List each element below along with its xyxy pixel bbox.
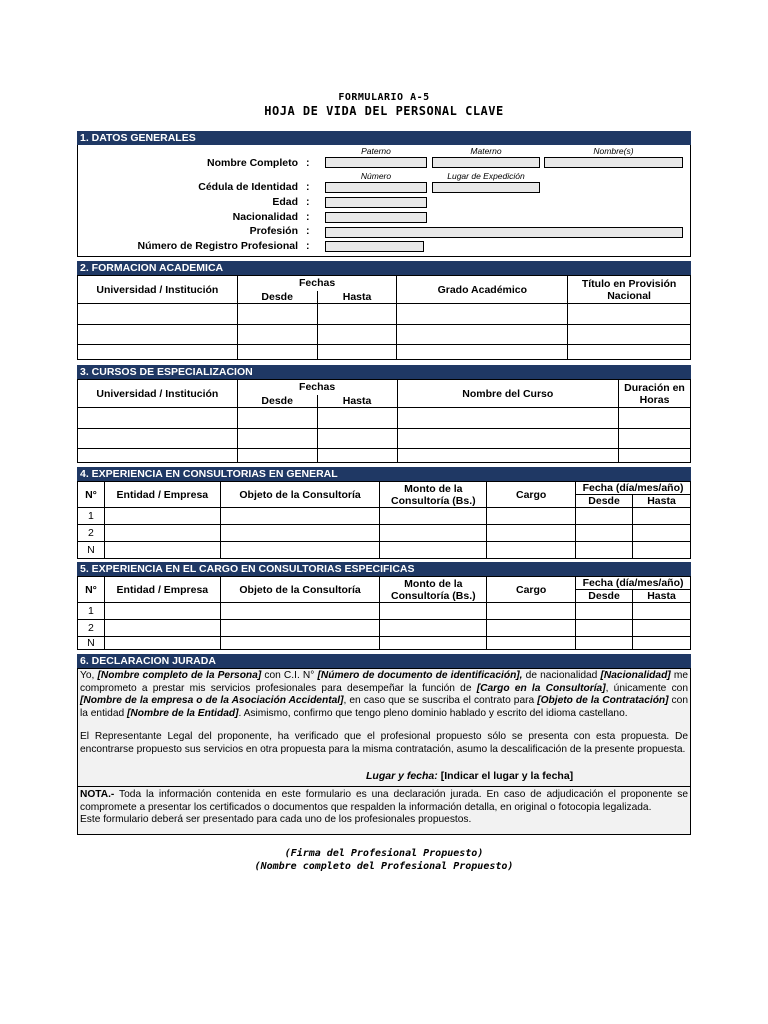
row-number: 2: [78, 620, 105, 637]
col-fecha: Fecha (día/mes/año): [576, 577, 691, 590]
col-duracion: Duración en Horas: [619, 380, 691, 408]
cursos-table: [77, 379, 691, 463]
col-hasta: Hasta: [317, 291, 397, 304]
row-number: N: [78, 637, 105, 650]
numero-caption: Número: [360, 171, 392, 181]
lugar-fecha: Lugar y fecha: [Indicar el lugar y la fecha]: [366, 770, 574, 782]
section-5-header: 5. EXPERIENCIA EN EL CARGO EN CONSULTORIAS ESPECIFICAS: [77, 562, 691, 576]
col-objeto: Objeto de la Consultoría: [220, 482, 380, 508]
col-desde: Desde: [576, 495, 633, 508]
paterno-caption: Paterno: [361, 146, 391, 156]
col-n: N°: [78, 482, 105, 508]
table-row[interactable]: [78, 325, 691, 345]
registro-label: Número de Registro Profesional: [137, 240, 298, 252]
cedula-colon: :: [306, 181, 310, 193]
section-6-header: 6. DECLARACION JURADA: [77, 654, 691, 668]
col-objeto: Objeto de la Consultoría: [220, 577, 380, 603]
col-entidad: Entidad / Empresa: [104, 577, 220, 603]
col-titulo: Título en Provisión Nacional: [568, 276, 691, 304]
row-number: 1: [78, 508, 105, 525]
paterno-field[interactable]: [325, 157, 427, 168]
nombres-field[interactable]: [544, 157, 683, 168]
ci-lugar-field[interactable]: [432, 182, 540, 193]
nombre-completo-label: Nombre Completo: [206, 157, 298, 169]
row-number: N: [78, 542, 105, 559]
form-code: FORMULARIO A-5: [338, 92, 430, 103]
col-fecha: Fecha (día/mes/año): [576, 482, 691, 495]
lugar-expedicion-caption: Lugar de Expedición: [447, 171, 525, 181]
form-title: HOJA DE VIDA DEL PERSONAL CLAVE: [264, 104, 504, 118]
experiencia-general-table: [77, 481, 691, 559]
table-row[interactable]: [78, 304, 691, 325]
edad-field[interactable]: [325, 197, 427, 208]
table-row[interactable]: [78, 637, 691, 650]
declaracion-paragraph-1: Yo, [Nombre completo de la Persona] con C.I. N° [Número de documento de identificación], de nacionalidad [Nacionalidad] me comprometo a prestar mis servicios profesionales para desempeñar la función de [Cargo en la Consultoría], únicamente con [Nombre de la empresa o de la Asociación Accidental], en caso que se suscriba el contrato para [Objeto de la Contratación] con la entidad [Nombre de la Entidad]. Asimismo, confirmo que tengo pleno dominio hablado y escrito del idioma castellano.: [80, 670, 688, 719]
table-row[interactable]: [78, 620, 691, 637]
formacion-table: [77, 275, 691, 360]
section-2-header: 2. FORMACION ACADEMICA: [77, 261, 691, 275]
col-fechas: Fechas: [237, 276, 397, 291]
cedula-label: Cédula de Identidad: [198, 181, 298, 193]
nombres-caption: Nombre(s): [593, 146, 634, 156]
col-hasta: Hasta: [633, 590, 691, 603]
table-row[interactable]: [78, 603, 691, 620]
edad-label: Edad: [272, 196, 298, 208]
nombre-colon: :: [306, 157, 310, 169]
table-row[interactable]: [78, 525, 691, 542]
col-desde: Desde: [237, 291, 317, 304]
table-row[interactable]: [78, 429, 691, 449]
col-fechas: Fechas: [237, 380, 397, 395]
row-number: 2: [78, 525, 105, 542]
col-desde: Desde: [576, 590, 633, 603]
col-monto: Monto de la Consultoría (Bs.): [380, 577, 487, 603]
experiencia-especifica-table: [77, 576, 691, 650]
edad-colon: :: [306, 196, 310, 208]
col-desde: Desde: [237, 395, 317, 408]
materno-caption: Materno: [470, 146, 502, 156]
section-1-header: 1. DATOS GENERALES: [77, 131, 691, 145]
profesion-label: Profesión: [249, 225, 298, 237]
firma-line: (Firma del Profesional Propuesto): [284, 848, 484, 859]
profesion-colon: :: [306, 225, 310, 237]
nota-text: NOTA.- Toda la información contenida en este formulario es una declaración jurada. En caso de adjudicación el proponente se compromete a presentar los certificados o documentos que respalden la información detalla, en original o fotocopia legalizada.: [80, 789, 688, 813]
ci-numero-field[interactable]: [325, 182, 427, 193]
nombre-firma-line: (Nombre completo del Profesional Propuesto): [254, 861, 514, 872]
table-row[interactable]: [78, 345, 691, 360]
materno-field[interactable]: [432, 157, 540, 168]
col-curso: Nombre del Curso: [397, 380, 619, 408]
registro-field[interactable]: [325, 241, 424, 252]
col-entidad: Entidad / Empresa: [104, 482, 220, 508]
col-n: N°: [78, 577, 105, 603]
table-row[interactable]: [78, 508, 691, 525]
registro-colon: :: [306, 240, 310, 252]
nota-body: [77, 786, 691, 835]
declaracion-paragraph-2: El Representante Legal del proponente, ha verificado que el profesional propuesto sólo se presenta con esta propuesta. De encontrarse propuesto sus servicios en otra propuesta para la misma contratación, asumo la descalificación de la presente propuesta.: [80, 731, 688, 755]
section-4-header: 4. EXPERIENCIA EN CONSULTORIAS EN GENERAL: [77, 467, 691, 481]
profesion-field[interactable]: [325, 227, 683, 238]
nota-text-2: Este formulario deberá ser presentado para cada uno de los profesionales propuestos.: [80, 814, 472, 825]
declaracion-body: [77, 668, 691, 787]
col-hasta: Hasta: [317, 395, 397, 408]
col-grado: Grado Académico: [397, 276, 568, 304]
table-row[interactable]: [78, 408, 691, 429]
col-hasta: Hasta: [633, 495, 691, 508]
table-row[interactable]: [78, 449, 691, 463]
col-cargo: Cargo: [487, 577, 576, 603]
section-3-header: 3. CURSOS DE ESPECIALIZACION: [77, 365, 691, 379]
col-universidad: Universidad / Institución: [78, 380, 238, 408]
row-number: 1: [78, 603, 105, 620]
nacionalidad-label: Nacionalidad: [232, 211, 298, 223]
nacionalidad-field[interactable]: [325, 212, 427, 223]
col-universidad: Universidad / Institución: [78, 276, 238, 304]
col-cargo: Cargo: [487, 482, 576, 508]
table-row[interactable]: [78, 542, 691, 559]
col-monto: Monto de la Consultoría (Bs.): [380, 482, 487, 508]
nacionalidad-colon: :: [306, 211, 310, 223]
